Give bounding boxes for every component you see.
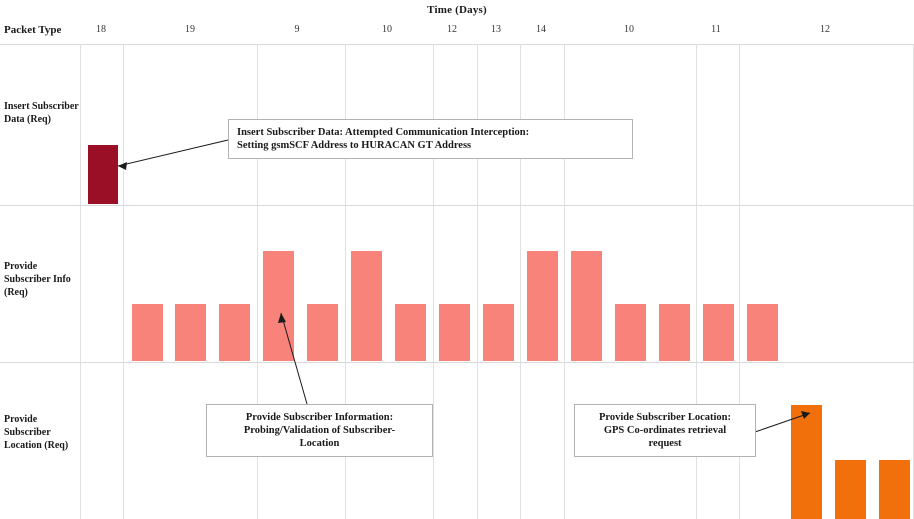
gridline xyxy=(80,44,81,519)
gridline xyxy=(520,44,521,519)
annotation-line: Location xyxy=(299,438,340,449)
x-tick-label: 10 xyxy=(382,24,392,35)
bar-provide-subscriber-info[interactable] xyxy=(175,304,206,361)
bar-provide-subscriber-info[interactable] xyxy=(219,304,250,361)
x-tick-label: 18 xyxy=(96,24,106,35)
annotation-line: Insert Subscriber Data: Attempted Communication Interception: xyxy=(237,127,530,138)
bar-provide-subscriber-info[interactable] xyxy=(395,304,426,361)
bar-provide-subscriber-info[interactable] xyxy=(439,304,470,361)
x-tick-label: 12 xyxy=(447,24,457,35)
x-tick-label: 9 xyxy=(294,24,300,35)
x-tick-label: 14 xyxy=(536,24,546,35)
annotation-line: request xyxy=(648,438,682,449)
gridline xyxy=(433,44,434,519)
annotation-line: Provide Subscriber Information: xyxy=(245,412,394,423)
bar-provide-subscriber-info[interactable] xyxy=(132,304,163,361)
bar-insert-subscriber-data[interactable] xyxy=(88,145,118,204)
annotation-line: Setting gsmSCF Address to HURACAN GT Address xyxy=(237,140,472,151)
bar-provide-subscriber-info[interactable] xyxy=(351,251,382,361)
row-divider xyxy=(0,205,914,206)
annotation-line: GPS Co-ordinates retrieval xyxy=(603,425,727,436)
bar-provide-subscriber-info[interactable] xyxy=(659,304,690,361)
x-tick-label: 13 xyxy=(491,24,501,35)
annotation-insert-subscriber-data xyxy=(228,119,633,159)
row-label-insert-subscriber-data: Insert Subscriber Data (Req) xyxy=(4,101,79,125)
bar-provide-subscriber-info[interactable] xyxy=(747,304,778,361)
row-label-provide-subscriber-info: Provide Subscriber Info (Req) xyxy=(4,261,71,298)
x-tick-label: 12 xyxy=(820,24,830,35)
x-tick-label: 10 xyxy=(624,24,634,35)
header-divider xyxy=(0,44,914,45)
annotation-line: Provide Subscriber Location: xyxy=(598,412,732,423)
gridline xyxy=(123,44,124,519)
x-tick-label: 19 xyxy=(185,24,195,35)
bar-provide-subscriber-location[interactable] xyxy=(791,405,822,519)
bar-provide-subscriber-info[interactable] xyxy=(527,251,558,361)
bar-provide-subscriber-info[interactable] xyxy=(571,251,602,361)
annotation-line: Probing/Validation of Subscriber- xyxy=(243,425,396,436)
row-divider xyxy=(0,362,914,363)
gridline xyxy=(477,44,478,519)
bar-provide-subscriber-location[interactable] xyxy=(879,460,910,519)
annotation-provide-subscriber-information xyxy=(206,404,433,457)
annotation-provide-subscriber-location xyxy=(574,404,756,457)
x-tick-label: 11 xyxy=(711,24,721,35)
bar-provide-subscriber-info[interactable] xyxy=(615,304,646,361)
row-label-provide-subscriber-location: Provide Subscriber Location (Req) xyxy=(4,414,69,451)
chart-row-header-label: Packet Type xyxy=(4,24,62,36)
bar-provide-subscriber-info[interactable] xyxy=(703,304,734,361)
bar-provide-subscriber-info[interactable] xyxy=(483,304,514,361)
chart-axis-title-time: Time (Days) xyxy=(427,4,487,16)
bar-provide-subscriber-info[interactable] xyxy=(307,304,338,361)
gridline xyxy=(564,44,565,519)
bar-provide-subscriber-location[interactable] xyxy=(835,460,866,519)
bar-provide-subscriber-info[interactable] xyxy=(263,251,294,361)
